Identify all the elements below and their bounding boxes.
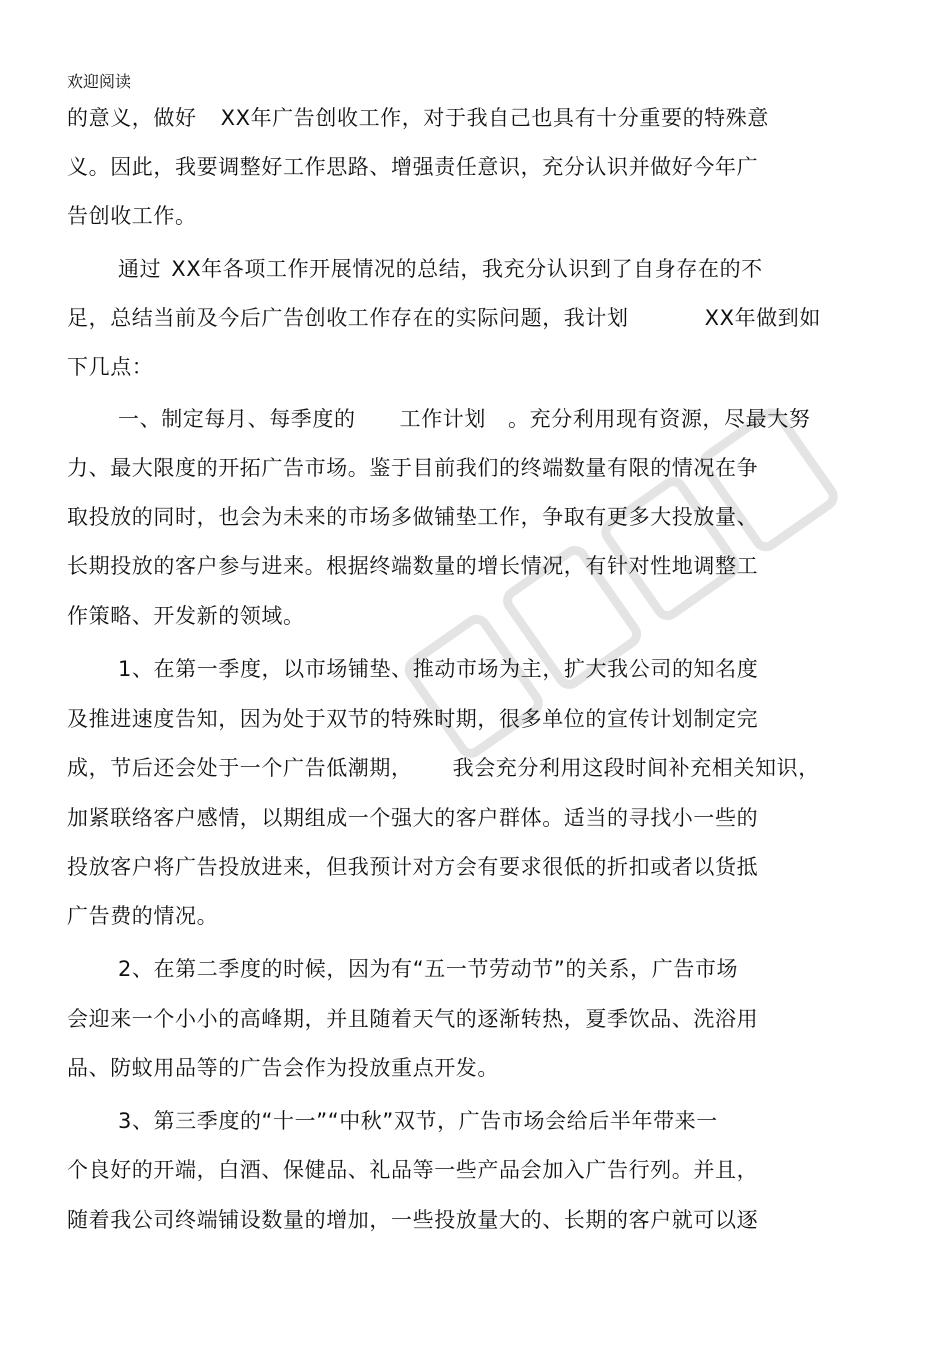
text-segment: 通过 [118,257,162,281]
page-header: 欢迎阅读 [67,72,132,91]
text-segment: 足，总结当前及今后广告创收工作存在的实际问题，我计划 [67,306,629,330]
text-line [67,1053,499,1083]
text-segment: 会迎来一个小小的高峰期，并且随着天气的逐渐转热，夏季饮品、洗浴用 [67,1007,759,1031]
text-line [118,404,810,434]
text-line [67,852,758,882]
text-segment: XX年各项工作开展情况的总结，我充分认识到了自身存在的不 [171,257,763,281]
text-segment: 一、制定每月、每季度的 [118,407,356,431]
text-segment: 长期投放的客户参与进来。根据终端数量的增长情况，有针对性地调整工 [67,554,759,578]
text-line [67,1205,758,1235]
text-segment: 3、第三季度的“十一”“中秋”双节，广告市场会给后半年带来一 [118,1109,718,1133]
text-segment: 义。因此，我要调整好工作思路、增强责任意识，充分认识并做好今年广 [67,155,759,179]
text-segment: 。充分利用现有资源，尽最大努 [508,407,811,431]
text-line [67,152,758,182]
text-line [67,201,197,231]
text-line [118,1106,718,1136]
text-line [67,352,153,382]
text-line [67,1155,758,1185]
text-segment: 1、在第一季度，以市场铺垫、推动市场为主，扩大我公司的知名度 [118,657,759,681]
text-segment: 作策略、开发新的领域。 [67,604,305,628]
text-segment: 我会充分利用这段时间补充相关知识， [452,756,820,780]
text-line [67,1004,758,1034]
text-line [67,453,758,483]
text-segment: XX年广告创收工作，对于我自己也具有十分重要的特殊意 [220,106,769,130]
text-line [67,103,769,133]
text-segment: 加紧联络客户感情，以期组成一个强大的客户群体。适当的寻找小一些的 [67,806,759,830]
text-line [67,303,821,333]
text-line [67,704,758,734]
text-line [67,803,758,833]
text-line [67,601,305,631]
text-line [67,502,758,532]
text-line [118,254,763,284]
text-segment: 及推进速度告知，因为处于双节的特殊时期，很多单位的宣传计划制定完 [67,707,759,731]
text-segment: 下几点： [67,355,154,379]
text-line [118,654,758,684]
text-segment: XX年做到如 [704,306,821,330]
text-segment: 取投放的同时，也会为未来的市场多做铺垫工作，争取有更多大投放量、 [67,505,759,529]
text-segment: 品、防蚊用品等的广告会作为投放重点开发。 [67,1056,499,1080]
text-line [118,954,738,984]
text-segment: 投放客户将广告投放进来，但我预计对方会有要求很低的折扣或者以货抵 [67,855,759,879]
text-segment: 2、在第二季度的时候，因为有“五一节劳动节”的关系，广告市场 [118,957,739,981]
text-line [67,551,758,581]
text-line [67,901,218,931]
text-segment: 告创收工作。 [67,204,197,228]
text-segment: 广告费的情况。 [67,904,219,928]
text-line [67,753,820,783]
text-segment: 力、最大限度的开拓广告市场。鉴于目前我们的终端数量有限的情况在争 [67,456,759,480]
text-segment: 个良好的开端，白酒、保健品、礼品等一些产品会加入广告行列。并且， [67,1158,759,1182]
text-segment: 工作计划 [399,407,487,431]
text-segment: 的意义，做好 [67,106,197,130]
text-segment: 成，节后还会处于一个广告低潮期， [67,756,413,780]
text-segment: 随着我公司终端铺设数量的增加，一些投放量大的、长期的客户就可以逐 [67,1208,759,1232]
